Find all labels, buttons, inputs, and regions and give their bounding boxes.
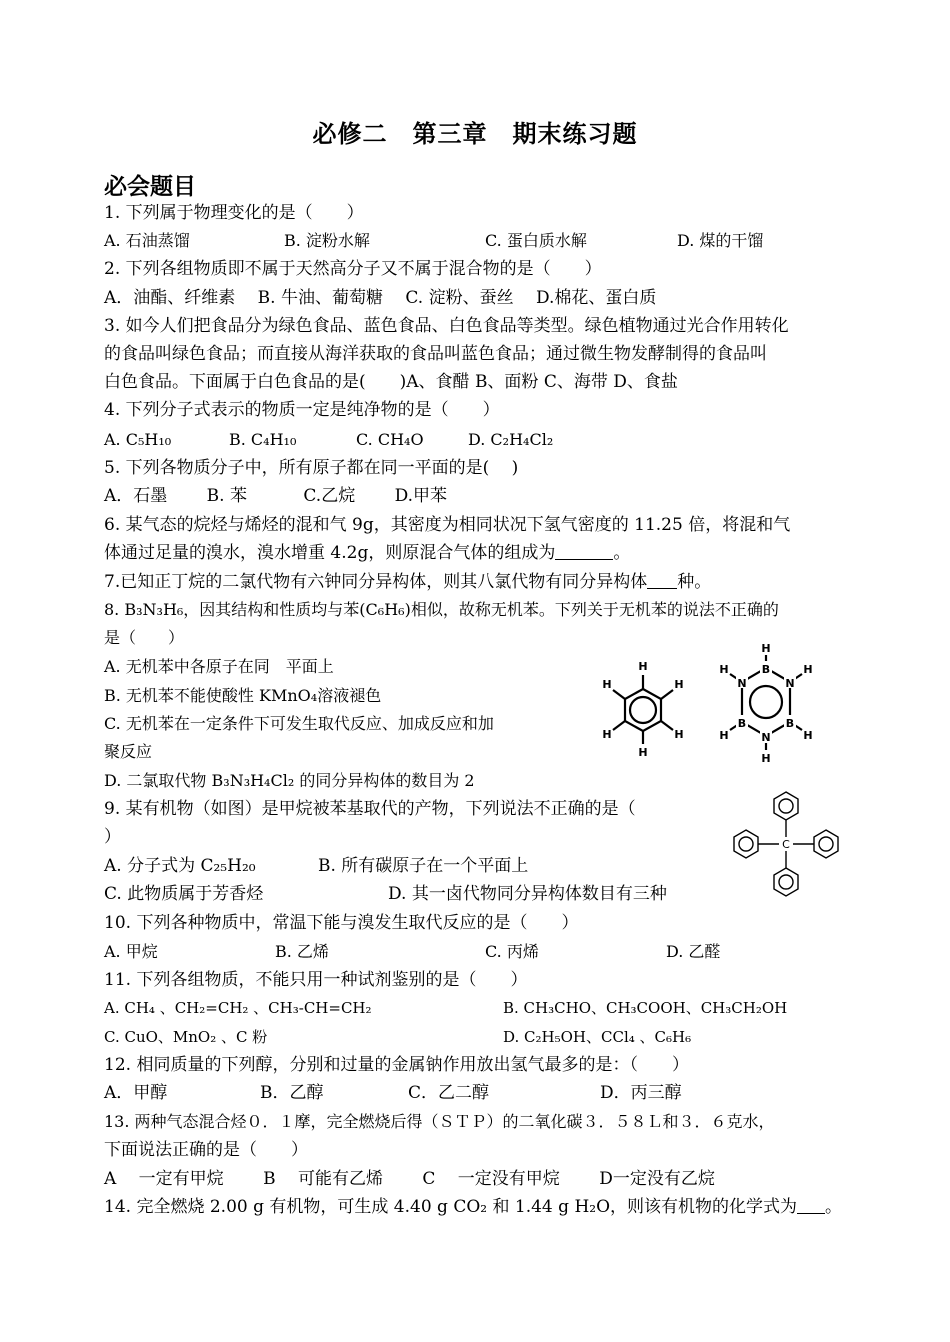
question-11-option-b: B. CH₃CHO、CH₃COOH、CH₃CH₂OH [503,999,788,1017]
question-8-option-d: D. 二氯取代物 B₃N₃H₄Cl₂ 的同分异构体的数目为 2 [104,771,475,790]
question-13-line-1: 13. 两种气态混合烃０．１摩，完全燃烧后得（ＳＴＰ）的二氧化碳３．５８Ｌ和３．６克水， [104,1112,775,1131]
question-10-option-c: C. 丙烯 [485,942,539,961]
answer-blank[interactable] [797,1195,825,1214]
question-12-stem: 12. 相同质量的下列醇，分别和过量的金属钠作用放出氢气最多的是：（ ） [104,1055,689,1075]
question-14-text: 14. 完全燃烧 2.00 g 有机物，可生成 4.40 g CO₂ 和 1.44 g H₂O，则该有机物的化学式为 [104,1197,798,1217]
question-8-option-b: B. 无机苯不能使酸性 KMnO₄溶液褪色 [104,686,382,705]
question-14-period: 。 [825,1197,843,1217]
carbon-atom-label: C [782,838,790,851]
question-4-option-b: B. C₄H₁₀ [229,430,297,449]
triphenylmethane-structure-figure [724,786,848,902]
question-7-line [104,570,711,594]
question-6-text: 体通过足量的溴水，溴水增重 4.2g，则原混合气体的组成为 [104,543,556,563]
question-12-option-c: C．乙二醇 [408,1083,490,1103]
boron-atom-label: B [737,717,747,730]
question-10-option-d: D. 乙醛 [666,942,721,961]
question-7-suffix: 种。 [677,572,712,592]
question-13-line-2: 下面说法正确的是（ ） [104,1140,308,1160]
question-11-stem: 11. 下列各组物质，不能只用一种试剂鉴别的是（ ） [104,970,528,990]
question-14-line [104,1195,842,1219]
question-8-line-2: 是（ ） [104,628,185,647]
question-3-line-2: 的食品叫绿色食品；而直接从海洋获取的食品叫蓝色食品；通过微生物发酵制得的食品叫 [104,344,767,364]
question-9-option-c: C. 此物质属于芳香烃 [104,884,264,904]
h-atom-label: H [761,642,771,655]
nitrogen-atom-label: N [737,677,747,690]
question-8-option-c-line-2: 聚反应 [104,742,153,761]
h-atom-label: H [602,678,612,691]
h-atom-label: H [674,678,684,691]
nitrogen-atom-label: N [785,677,795,690]
question-9-option-a: A. 分子式为 C₂₅H₂₀ [104,856,256,876]
section-heading: 必会题目 [104,173,196,200]
nitrogen-atom-label: N [761,731,771,744]
h-atom-label: H [761,752,771,765]
question-6-period: 。 [613,543,631,563]
question-4-option-c: C. CH₄O [356,430,424,449]
question-1-stem: 1. 下列属于物理变化的是（ ） [104,203,364,223]
h-atom-label: H [803,729,813,742]
question-11-option-c: C. CuO、MnO₂ 、C 粉 [104,1028,268,1046]
question-12-option-b: B．乙醇 [260,1083,324,1103]
question-5-stem: 5. 下列各物质分子中，所有原子都在同一平面的是( ) [104,458,519,478]
question-11-option-d: D. C₂H₅OH、CCl₄ 、C₆H₆ [503,1028,692,1046]
question-8-line-1: 8. B₃N₃H₆，因其结构和性质均与苯(C₆H₆)相似，故称无机苯。下列关于无机苯的说法不正确的 [104,600,779,619]
question-9-option-d: D. 其一卤代物同分异构体数目有三种 [388,884,667,904]
answer-blank[interactable] [647,570,677,589]
question-2-options: A．油酯、纤维素 B. 牛油、葡萄糖 C. 淀粉、蚕丝 D.棉花、蛋白质 [104,288,657,308]
question-1-option-c: C. 蛋白质水解 [485,231,587,250]
page-title: 必修二 第三章 期末练习题 [312,119,638,148]
h-atom-label: H [638,746,648,759]
question-10-option-b: B. 乙烯 [275,942,329,961]
boron-atom-label: B [785,717,795,730]
question-4-option-d: D. C₂H₄Cl₂ [468,430,554,449]
question-8-option-a: A. 无机苯中各原子在同 平面上 [104,657,334,676]
question-9-option-b: B. 所有碳原子在一个平面上 [318,856,529,876]
question-6-line-1: 6. 某气态的烷烃与烯烃的混和气 9g，其密度为相同状况下氢气密度的 11.25 倍，将混和气 [104,515,791,535]
h-atom-label: H [602,728,612,741]
question-3-line-3: 白色食品。下面属于白色食品的是( )A、食醋 B、面粉 C、海带 D、食盐 [104,372,678,392]
question-1-option-d: D. 煤的干馏 [677,231,764,250]
question-11-option-a: A. CH₄ 、CH₂=CH₂ 、CH₃-CH=CH₂ [104,999,372,1017]
question-10-option-a: A. 甲烷 [104,942,158,961]
question-5-options: A．石墨 B. 苯 C.乙烷 D.甲苯 [104,486,448,506]
question-1-option-b: B. 淀粉水解 [284,231,370,250]
question-1-option-a: A. 石油蒸馏 [104,231,190,250]
question-13-options: A 一定有甲烷 B 可能有乙烯 C 一定没有甲烷 D一定没有乙烷 [104,1169,715,1189]
boron-atom-label: B [761,663,771,676]
h-atom-label: H [719,663,729,676]
h-atom-label: H [803,663,813,676]
question-6-line-2 [104,541,630,565]
h-atom-label: H [719,729,729,742]
borazine-structure-figure [710,642,822,772]
h-atom-label: H [674,728,684,741]
question-2-stem: 2. 下列各组物质即不属于天然高分子又不属于混合物的是（ ） [104,259,602,279]
question-9-line-2: ） [104,827,121,847]
question-7-text: 7.已知正丁烷的二氯代物有六钟同分异构体，则其八氯代物有同分异构体 [104,572,648,592]
question-3-line-1: 3. 如今人们把食品分为绿色食品、蓝色食品、白色食品等类型。绿色植物通过光合作用转化 [104,316,789,336]
question-4-stem: 4. 下列分子式表示的物质一定是纯净物的是（ ） [104,400,500,420]
h-atom-label: H [638,660,648,673]
answer-blank[interactable] [555,541,613,560]
question-10-stem: 10. 下列各种物质中，常温下能与溴发生取代反应的是（ ） [104,913,579,933]
benzene-structure-figure [595,655,695,763]
question-12-option-a: A．甲醇 [104,1083,168,1103]
question-9-line-1: 9. 某有机物（如图）是甲烷被苯基取代的产物，下列说法不正确的是（ [104,799,636,819]
question-4-option-a: A. C₅H₁₀ [104,430,172,449]
question-8-option-c-line-1: C. 无机苯在一定条件下可发生取代反应、加成反应和加 [104,714,494,733]
question-12-option-d: D．丙三醇 [600,1083,682,1103]
